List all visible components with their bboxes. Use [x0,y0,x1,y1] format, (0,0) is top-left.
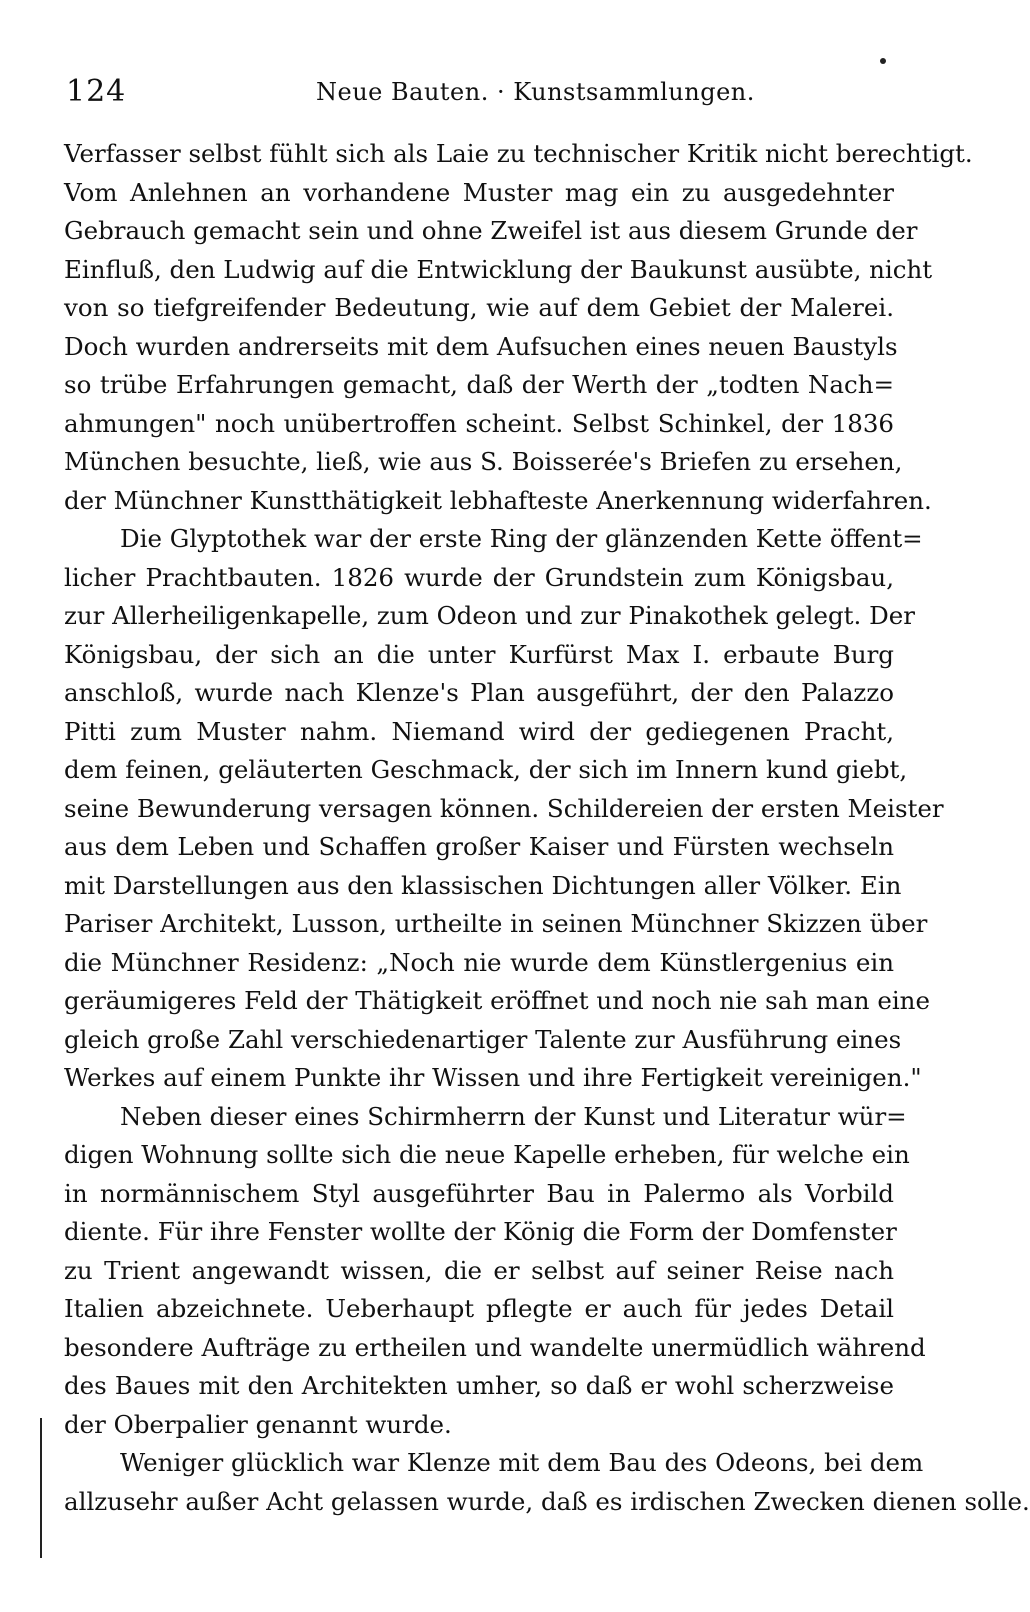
text-line: von so tiefgreifender Bedeutung, wie auf dem Gebiet der Malerei. [64,293,894,322]
text-line: mit Darstellungen aus den klassischen Dichtungen aller Völker. Ein [64,870,902,900]
text-line: Verfasser selbst fühlt sich als Laie zu technischer Kritik nicht berechtigt. [64,139,973,168]
margin-mark [40,1418,42,1558]
running-title: Neue Bauten. · Kunstsammlungen. [316,78,755,106]
page-header [66,66,886,116]
text-line: der Oberpalier genannt wurde. [64,1409,452,1439]
text-line: Gebrauch gemacht sein und ohne Zweifel ist aus diesem Grunde der [64,216,918,245]
text-line: so trübe Erfahrungen gemacht, daß der Werth der „todten Nach= [64,370,894,399]
text-line: Vom Anlehnen an vorhandene Muster mag ein zu ausgedehnter [64,177,894,207]
text-line: Pitti zum Muster nahm. Niemand wird der gediegenen Pracht, [64,716,894,746]
text-line: Einfluß, den Ludwig auf die Entwicklung der Baukunst ausübte, nicht [64,254,933,284]
text-line: Pariser Architekt, Lusson, urtheilte in seinen Münchner Skizzen über [64,909,928,938]
text-line: gleich große Zahl verschiedenartiger Talente zur Ausführung eines [64,1024,902,1054]
text-line: München besuchte, ließ, wie aus S. Boisserée's Briefen zu ersehen, [64,447,903,476]
text-line: digen Wohnung sollte sich die neue Kapelle erheben, für welche ein [64,1140,910,1169]
text-line: Neben dieser eines Schirmherrn der Kunst und Literatur wür= [120,1101,907,1131]
text-line: allzusehr außer Acht gelassen wurde, daß es irdischen Zwecken dienen solle. [64,1486,1030,1516]
text-line: Doch wurden andrerseits mit dem Aufsuchen eines neuen Baustyls [64,331,898,361]
text-line: Italien abzeichnete. Ueberhaupt pflegte er auch für jedes Detail [64,1294,894,1323]
text-line: Weniger glücklich war Klenze mit dem Bau des Odeons, bei dem [120,1448,924,1477]
body-text [64,135,1030,1521]
text-line: Die Glyptothek war der erste Ring der glänzenden Kette öffent= [120,524,923,553]
text-line: geräumigeres Feld der Thätigkeit eröffnet und noch nie sah man eine [64,986,930,1015]
text-line: aus dem Leben und Schaffen großer Kaiser und Fürsten wechseln [64,832,894,861]
text-line: besondere Aufträge zu ertheilen und wandelte unermüdlich während [64,1332,926,1362]
text-line: die Münchner Residenz: „Noch nie wurde dem Künstlergenius ein [64,947,894,977]
text-line: zu Trient angewandt wissen, die er selbst auf seiner Reise nach [64,1255,894,1285]
ink-dot [880,58,886,64]
text-line: Königsbau, der sich an die unter Kurfürst Max I. erbaute Burg [64,639,894,669]
text-line: des Baues mit den Architekten umher, so daß er wohl scherzweise [64,1371,894,1400]
text-line: Werkes auf einem Punkte ihr Wissen und ihre Fertigkeit vereinigen." [64,1063,922,1092]
text-line: in normännischem Styl ausgeführter Bau in Palermo als Vorbild [64,1178,894,1208]
text-line: dem feinen, geläuterten Geschmack, der sich im Innern kund giebt, [64,755,908,784]
text-line: diente. Für ihre Fenster wollte der König die Form der Domfenster [64,1217,897,1246]
text-line: der Münchner Kunstthätigkeit lebhafteste Anerkennung widerfahren. [64,485,932,515]
text-line: seine Bewunderung versagen können. Schildereien der ersten Meister [64,793,944,823]
page-number: 124 [66,74,127,109]
text-line: licher Prachtbauten. 1826 wurde der Grundstein zum Königsbau, [64,562,894,592]
text-line: anschloß, wurde nach Klenze's Plan ausgeführt, der den Palazzo [64,678,894,707]
text-line: ahmungen" noch unübertroffen scheint. Selbst Schinkel, der 1836 [64,408,894,438]
text-line: zur Allerheiligenkapelle, zum Odeon und zur Pinakothek gelegt. Der [64,601,915,630]
